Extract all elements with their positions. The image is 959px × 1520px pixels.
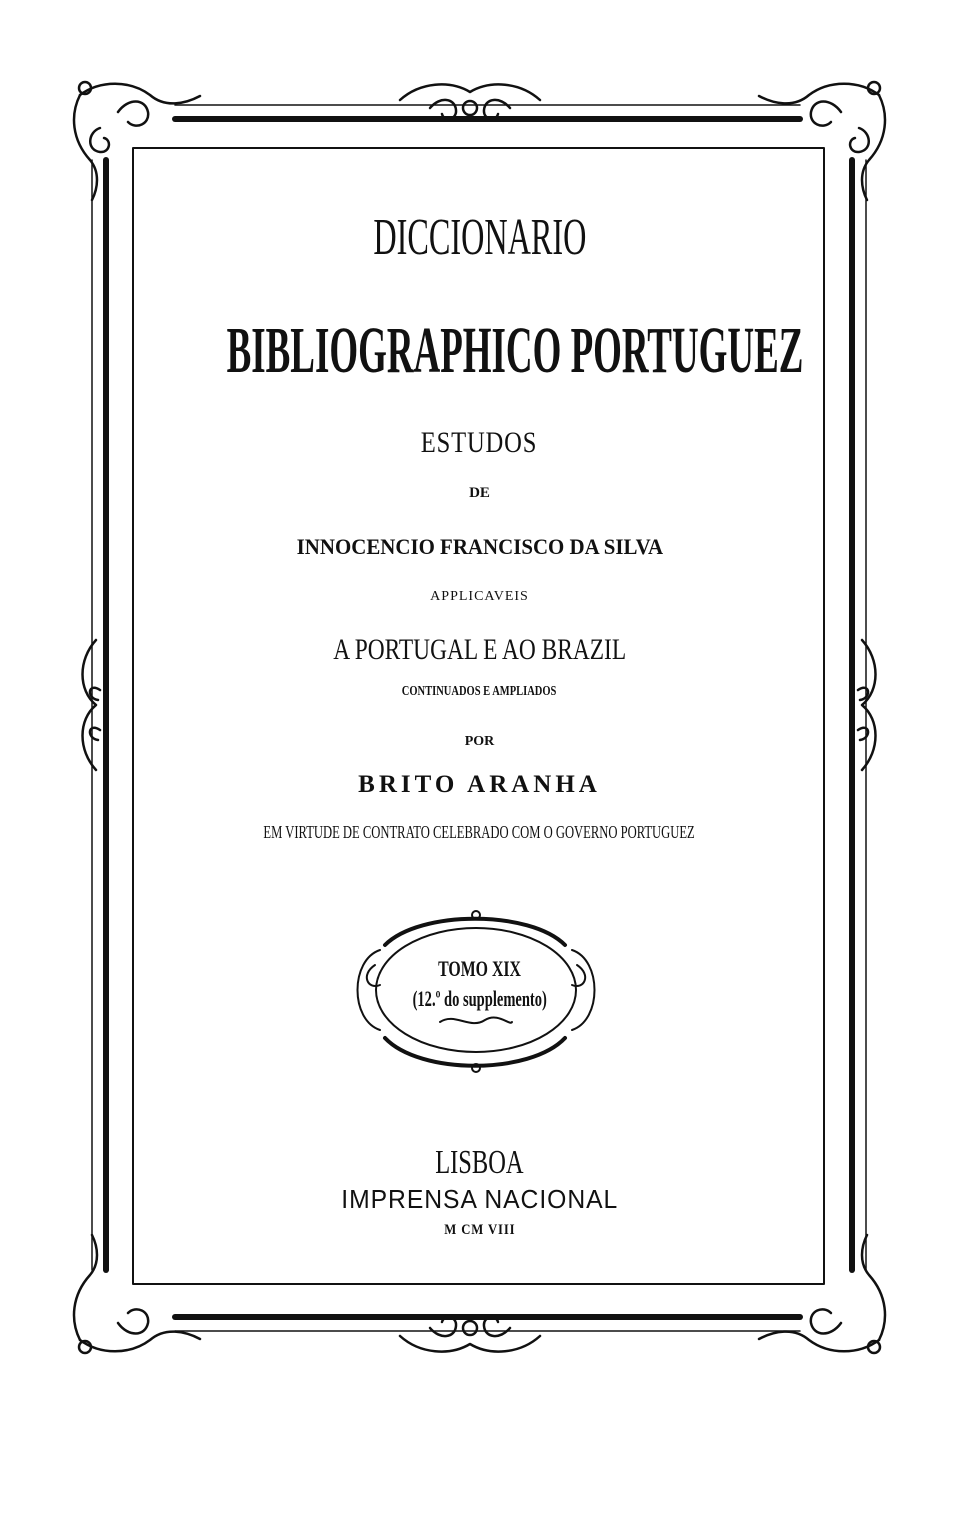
portugal-brazil-line [0,635,959,665]
continuator-name: BRITO ARANHA [358,771,601,798]
imprint-city: LISBOA [435,1144,524,1181]
corner-ornament-bottom-left [74,1235,200,1353]
supplement-number: (12.º do supplemento) [412,986,547,1011]
por-text: POR [464,734,495,749]
continuados-text: CONTINUADOS E AMPLIADOS [402,684,557,699]
bottom-center-ornament [400,1317,540,1352]
volume-number: TOMO XIX [438,956,521,981]
imprint-press: IMPRENSA NACIONAL [341,1184,618,1214]
imprint-year: M CM VIII [443,1222,516,1238]
continuados-line [0,685,959,699]
applicaveis-text: APPLICAVEIS [430,589,529,604]
title-line-1-text: DICCIONARIO [372,209,587,266]
author-line [0,536,959,558]
estudos-line [0,428,959,458]
contract-note-line [0,823,959,841]
title-line-2 [0,314,959,387]
de-text: DE [469,485,490,501]
contract-note-text: EM VIRTUDE DE CONTRATO CELEBRADO COM O GOVERNO PORTUGUEZ [263,822,696,842]
applicaveis-line [0,590,959,604]
title-line-2-text: BIBLIOGRAPHICO PORTUGUEZ [226,314,804,387]
top-center-ornament [400,84,540,119]
de-line [0,486,959,501]
imprint-press-line [0,1186,959,1212]
estudos-text: ESTUDOS [421,426,538,459]
author-name: INNOCENCIO FRANCISCO DA SILVA [296,534,663,559]
corner-ornament-top-left [74,82,200,200]
imprint-year-line [0,1223,959,1238]
por-line [0,735,959,749]
supplement-line [0,988,959,1010]
title-line-1 [0,209,959,266]
portugal-brazil-text: A PORTUGAL E AO BRAZIL [333,633,626,666]
imprint-city-line [0,1146,959,1180]
continuator-line [0,772,959,797]
volume-number-line [0,958,959,980]
